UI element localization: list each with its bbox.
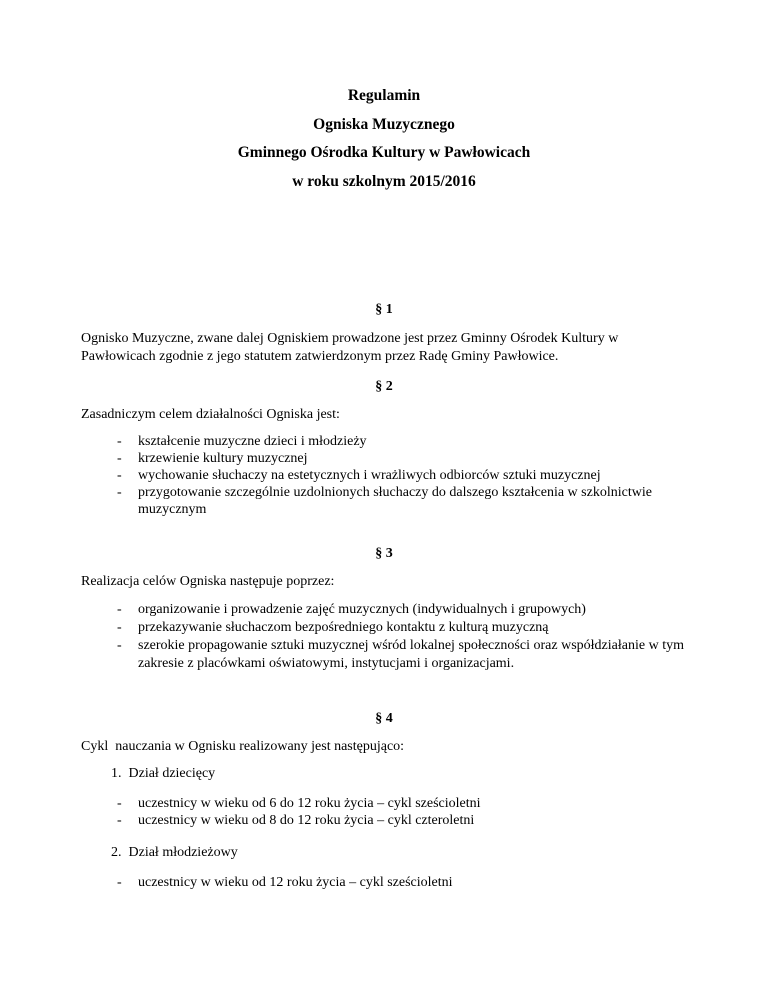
section-3-list — [81, 601, 689, 673]
title-line-3: Gminnego Ośrodka Kultury w Pawłowicach — [237, 144, 531, 161]
title-line-1: Regulamin — [347, 87, 421, 104]
list-item: - przekazywanie słuchaczom bezpośredniego kontaktu z kulturą muzyczną — [117, 620, 549, 635]
section-1-mark: § 1 — [375, 302, 393, 317]
department-1-list — [81, 795, 689, 829]
section-1-text: Ognisko Muzyczne, zwane dalej Ogniskiem prowadzone jest przez Gminny Ośrodek Kultury w Pawłowicach zgodnie z jego statutem zatwierdzonym przez Radę Gminy Pawłowice. — [81, 331, 619, 364]
list-item: - przygotowanie szczególnie uzdolnionych słuchaczy do dalszego kształcenia w szkolnictwie muzycznym — [117, 485, 652, 517]
list-item: - uczestnicy w wieku od 8 do 12 roku życia – cykl czteroletni — [117, 813, 475, 828]
title-line-4: w roku szkolnym 2015/2016 — [292, 172, 476, 190]
section-2-intro: Zasadniczym celem działalności Ogniska jest: — [81, 407, 340, 422]
list-item: - uczestnicy w wieku od 6 do 12 roku życia – cykl sześcioletni — [117, 796, 481, 811]
list-item: - krzewienie kultury muzycznej — [117, 451, 308, 466]
list-item: - organizowanie i prowadzenie zajęć muzycznych (indywidualnych i grupowych) — [117, 602, 586, 617]
section-3-mark: § 3 — [375, 546, 393, 561]
section-2-list — [81, 433, 689, 518]
list-item: - wychowanie słuchaczy na estetycznych i wrażliwych odbiorców sztuki muzycznej — [117, 468, 601, 483]
section-3-intro: Realizacja celów Ogniska następuje poprzez: — [81, 574, 335, 589]
list-item: - uczestnicy w wieku od 12 roku życia – cykl sześcioletni — [117, 875, 453, 890]
section-4-intro: Cykl nauczania w Ognisku realizowany jest następująco: — [81, 739, 405, 754]
document-title — [0, 82, 768, 196]
section-2-mark: § 2 — [375, 379, 393, 394]
department-1-label: 1. Dział dziecięcy — [111, 766, 216, 781]
title-line-2: Ogniska Muzycznego — [313, 115, 455, 133]
section-4-mark: § 4 — [375, 711, 393, 726]
department-2-label: 2. Dział młodzieżowy — [111, 845, 238, 860]
list-item: - kształcenie muzyczne dzieci i młodzieży — [117, 434, 367, 449]
department-2-list — [81, 874, 689, 892]
list-item: - szerokie propagowanie sztuki muzycznej wśród lokalnej społeczności oraz współdziałanie w tym zakresie z placówkami oświatowymi, instytucjami i organizacjami. — [117, 638, 684, 671]
